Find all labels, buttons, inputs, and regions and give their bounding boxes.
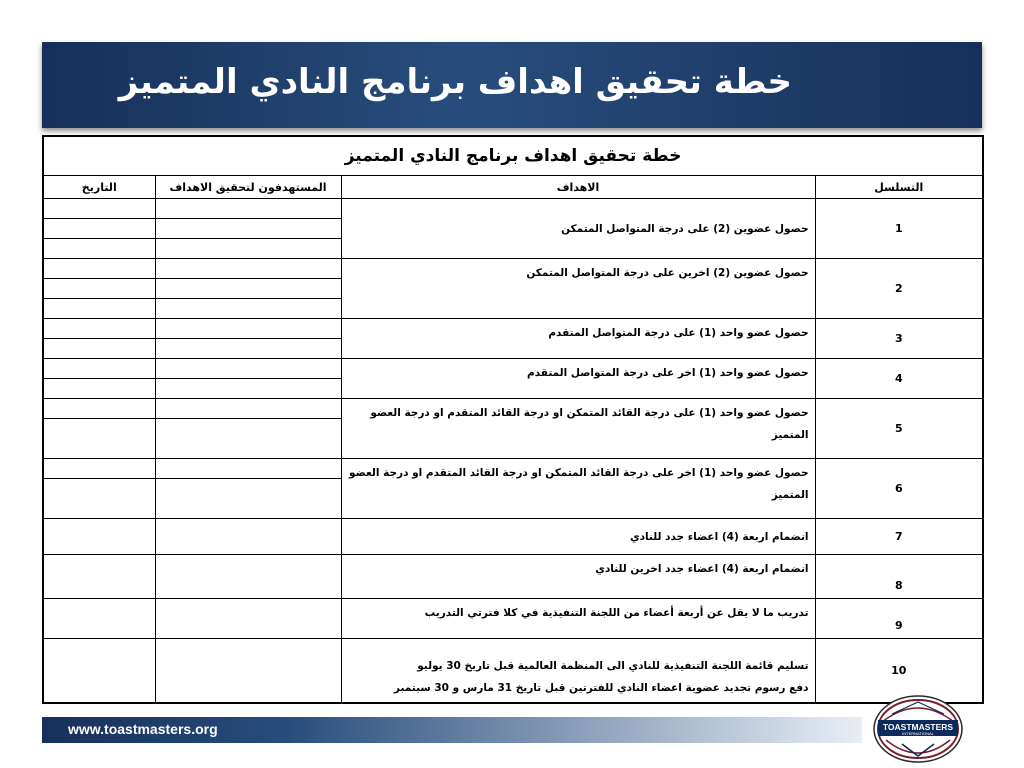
goal-cell (341, 639, 815, 703)
sequence-cell: 1 (815, 199, 983, 259)
target-cell[interactable] (155, 219, 341, 239)
sequence-cell: 10 (815, 639, 983, 703)
table-row (43, 319, 983, 339)
goal-cell (341, 519, 815, 555)
target-cell[interactable] (155, 279, 341, 299)
footer-url[interactable]: www.toastmasters.org (68, 721, 218, 737)
goal-cell (341, 259, 815, 319)
table-row (43, 519, 983, 555)
target-cell[interactable] (155, 419, 341, 459)
date-cell[interactable] (43, 219, 155, 239)
goal-text: تسليم قائمة اللجنة التنفيذية للنادي الى المنظمة العالمية قبل تاريخ 30 يوليو (417, 659, 809, 672)
target-cell[interactable] (155, 319, 341, 339)
header-goals: الاهداف (341, 176, 815, 199)
goal-text: انضمام اربعة (4) اعضاء جدد اخرين للنادي (595, 563, 809, 575)
date-cell[interactable] (43, 555, 155, 599)
date-cell[interactable] (43, 599, 155, 639)
target-cell[interactable] (155, 639, 341, 703)
sequence-cell: 2 (815, 259, 983, 319)
date-cell[interactable] (43, 359, 155, 379)
sequence-cell: 9 (815, 599, 983, 639)
footer-bar (42, 717, 862, 743)
goal-cell (341, 359, 815, 399)
target-cell[interactable] (155, 379, 341, 399)
target-cell[interactable] (155, 359, 341, 379)
goal-text: تدريب ما لا يقل عن أربعة أعضاء من اللجنة التنفيذية في كلا فترتي التدريب (424, 607, 809, 619)
goals-table-container (42, 135, 982, 699)
target-cell[interactable] (155, 479, 341, 519)
date-cell[interactable] (43, 379, 155, 399)
target-cell[interactable] (155, 599, 341, 639)
table-row (43, 639, 983, 703)
date-cell[interactable] (43, 319, 155, 339)
goal-text: حصول عضو واحد (1) على درجة المتواصل المتقدم (548, 327, 809, 339)
date-cell[interactable] (43, 339, 155, 359)
date-cell[interactable] (43, 419, 155, 459)
date-cell[interactable] (43, 299, 155, 319)
goal-text: حصول عضوين (2) على درجة المتواصل المتمكن (561, 222, 809, 235)
goal-cell (341, 555, 815, 599)
target-cell[interactable] (155, 259, 341, 279)
target-cell[interactable] (155, 299, 341, 319)
logo-text-bottom: INTERNATIONAL (902, 731, 934, 736)
sequence-cell: 6 (815, 459, 983, 519)
target-cell[interactable] (155, 239, 341, 259)
table-header-row (43, 176, 983, 199)
table-row (43, 259, 983, 279)
goal-text: حصول عضو واحد (1) اخر على درجة المتواصل المتقدم (527, 367, 809, 379)
target-cell[interactable] (155, 519, 341, 555)
goals-table (42, 135, 984, 704)
date-cell[interactable] (43, 399, 155, 419)
slide-title: خطة تحقيق اهداف برنامج النادي المتميز (118, 62, 792, 102)
table-caption-row (43, 136, 983, 176)
goal-text: حصول عضو واحد (1) على درجة القائد المتمكن او درجة القائد المتقدم او درجة العضو (370, 407, 809, 419)
goal-cell (341, 399, 815, 459)
header-targets: المستهدفون لتحقيق الاهداف (155, 176, 341, 199)
goal-text-continued: دفع رسوم تجديد عضوية اعضاء النادي للفترتين قبل تاريخ 31 مارس و 30 سبتمبر (393, 681, 809, 694)
goal-cell (341, 599, 815, 639)
goal-cell (341, 319, 815, 359)
goal-text: انضمام اربعة (4) اعضاء جدد للنادي (629, 530, 809, 543)
logo-text-top: TOASTMASTERS (882, 722, 954, 732)
sequence-cell: 3 (815, 319, 983, 359)
table-row (43, 555, 983, 599)
table-caption: خطة تحقيق اهداف برنامج النادي المتميز (43, 136, 983, 176)
title-banner (42, 42, 982, 128)
sequence-cell: 4 (815, 359, 983, 399)
date-cell[interactable] (43, 199, 155, 219)
goal-text-continued: المتميز (771, 429, 809, 441)
table-row (43, 459, 983, 479)
table-row (43, 199, 983, 219)
target-cell[interactable] (155, 339, 341, 359)
table-row (43, 399, 983, 419)
goal-text-continued: المتميز (771, 489, 809, 501)
target-cell[interactable] (155, 399, 341, 419)
goal-cell (341, 459, 815, 519)
target-cell[interactable] (155, 199, 341, 219)
goal-text: حصول عضو واحد (1) اخر على درجة القائد المتمكن او درجة القائد المتقدم او درجة العضو (349, 467, 809, 479)
date-cell[interactable] (43, 479, 155, 519)
sequence-cell: 7 (815, 519, 983, 555)
goal-cell (341, 199, 815, 259)
date-cell[interactable] (43, 639, 155, 703)
target-cell[interactable] (155, 555, 341, 599)
goal-text: حصول عضوين (2) اخرين على درجة المتواصل المتمكن (526, 267, 809, 279)
table-row (43, 359, 983, 379)
table-row (43, 599, 983, 639)
header-sequence: التسلسل (815, 176, 983, 199)
target-cell[interactable] (155, 459, 341, 479)
sequence-cell: 5 (815, 399, 983, 459)
date-cell[interactable] (43, 459, 155, 479)
sequence-cell: 8 (815, 555, 983, 599)
toastmasters-logo-icon (872, 694, 964, 764)
header-date: التاريخ (43, 176, 155, 199)
date-cell[interactable] (43, 279, 155, 299)
date-cell[interactable] (43, 519, 155, 555)
date-cell[interactable] (43, 259, 155, 279)
date-cell[interactable] (43, 239, 155, 259)
